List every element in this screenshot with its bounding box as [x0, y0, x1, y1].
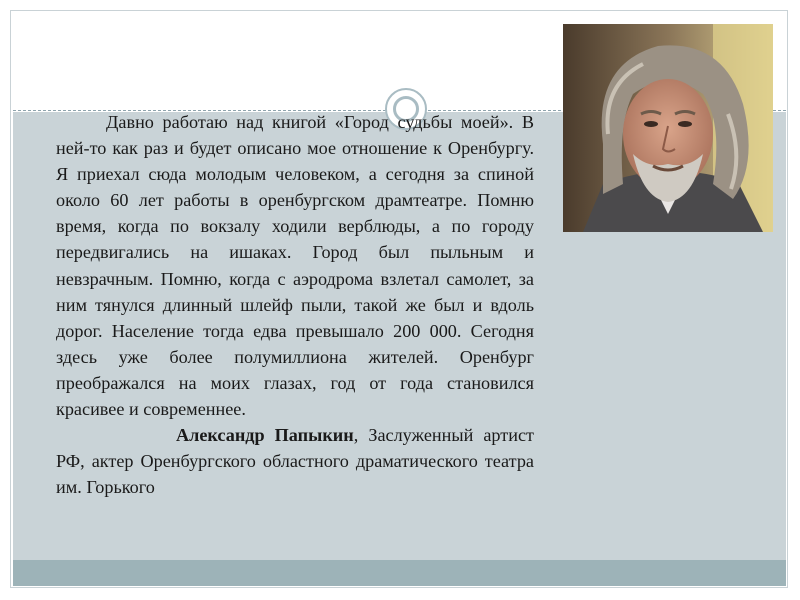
quote-signature	[56, 422, 534, 500]
portrait-photo	[563, 24, 773, 232]
portrait-illustration	[563, 24, 773, 232]
author-name: Александр Папыкин	[176, 425, 354, 446]
quote-paragraph: Давно работаю над книгой «Город судьбы моей». В ней-то как раз и будет описано мое отношение к Оренбургу. Я приехал сюда молодым человеком, а сегодня за спиной около 60 лет работы в оренбургском драмтеатре. Помню время, когда по вокзалу ходили верблюды, а по городу передвигались на ишаках. Город был пыльным и невзрачным. Помню, когда с аэродрома взлетал самолет, за ним тянулся длинный шлейф пыли, такой же был и вдоль дорог. Население тогда едва превышало 200 000. Сегодня здесь уже более полумиллиона жителей. Оренбург преображался на моих глазах, год от года становился красивее и современнее.	[56, 112, 534, 420]
author-title: , Заслуженный артист РФ, актер Оренбургского областного драматического театра им. Горького	[56, 425, 534, 498]
quote-block	[56, 109, 534, 500]
footer-bar	[13, 560, 786, 586]
